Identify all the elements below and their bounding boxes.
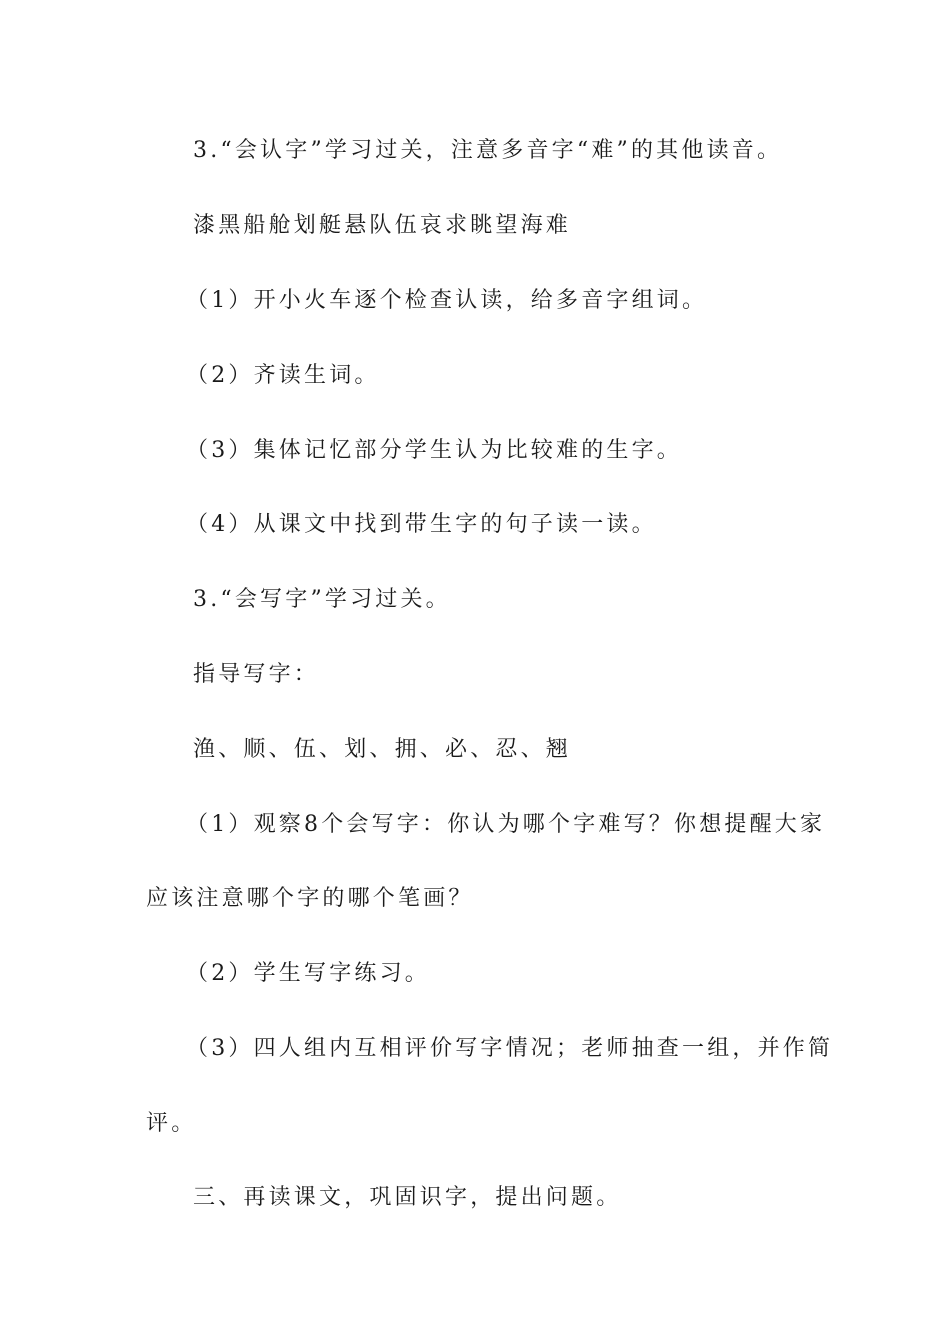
section-heading-reread: 三、再读课文，巩固识字，提出问题。 — [193, 1185, 622, 1210]
writing-guidance-label: 指导写字： — [193, 662, 320, 687]
step-item: （3）四人组内互相评价写字情况；老师抽查一组，并作简 — [186, 1036, 834, 1061]
step-item: （2）齐读生词。 — [186, 363, 380, 388]
step-item: （1）观察8个会写字：你认为哪个字难写？你想提醒大家 — [186, 812, 826, 837]
step-item: （4）从课文中找到带生字的句子读一读。 — [186, 512, 657, 537]
step-item-continuation: 评。 — [146, 1111, 197, 1136]
step-item: （3）集体记忆部分学生认为比较难的生字。 — [186, 438, 682, 463]
step-item: （2）学生写字练习。 — [186, 961, 430, 986]
vocabulary-list: 漆黑船舱划艇悬队伍哀求眺望海难 — [193, 213, 572, 238]
step-item: （1）开小火车逐个检查认读，给多音字组词。 — [186, 288, 708, 313]
section-heading-recognize-characters: 3.“会认字”学习过关，注意多音字“难”的其他读音。 — [193, 138, 783, 163]
writing-character-list: 渔、顺、伍、划、拥、必、忍、翘 — [193, 737, 572, 762]
step-item-continuation: 应该注意哪个字的哪个笔画？ — [146, 886, 474, 911]
section-heading-write-characters: 3.“会写字”学习过关。 — [193, 587, 451, 612]
